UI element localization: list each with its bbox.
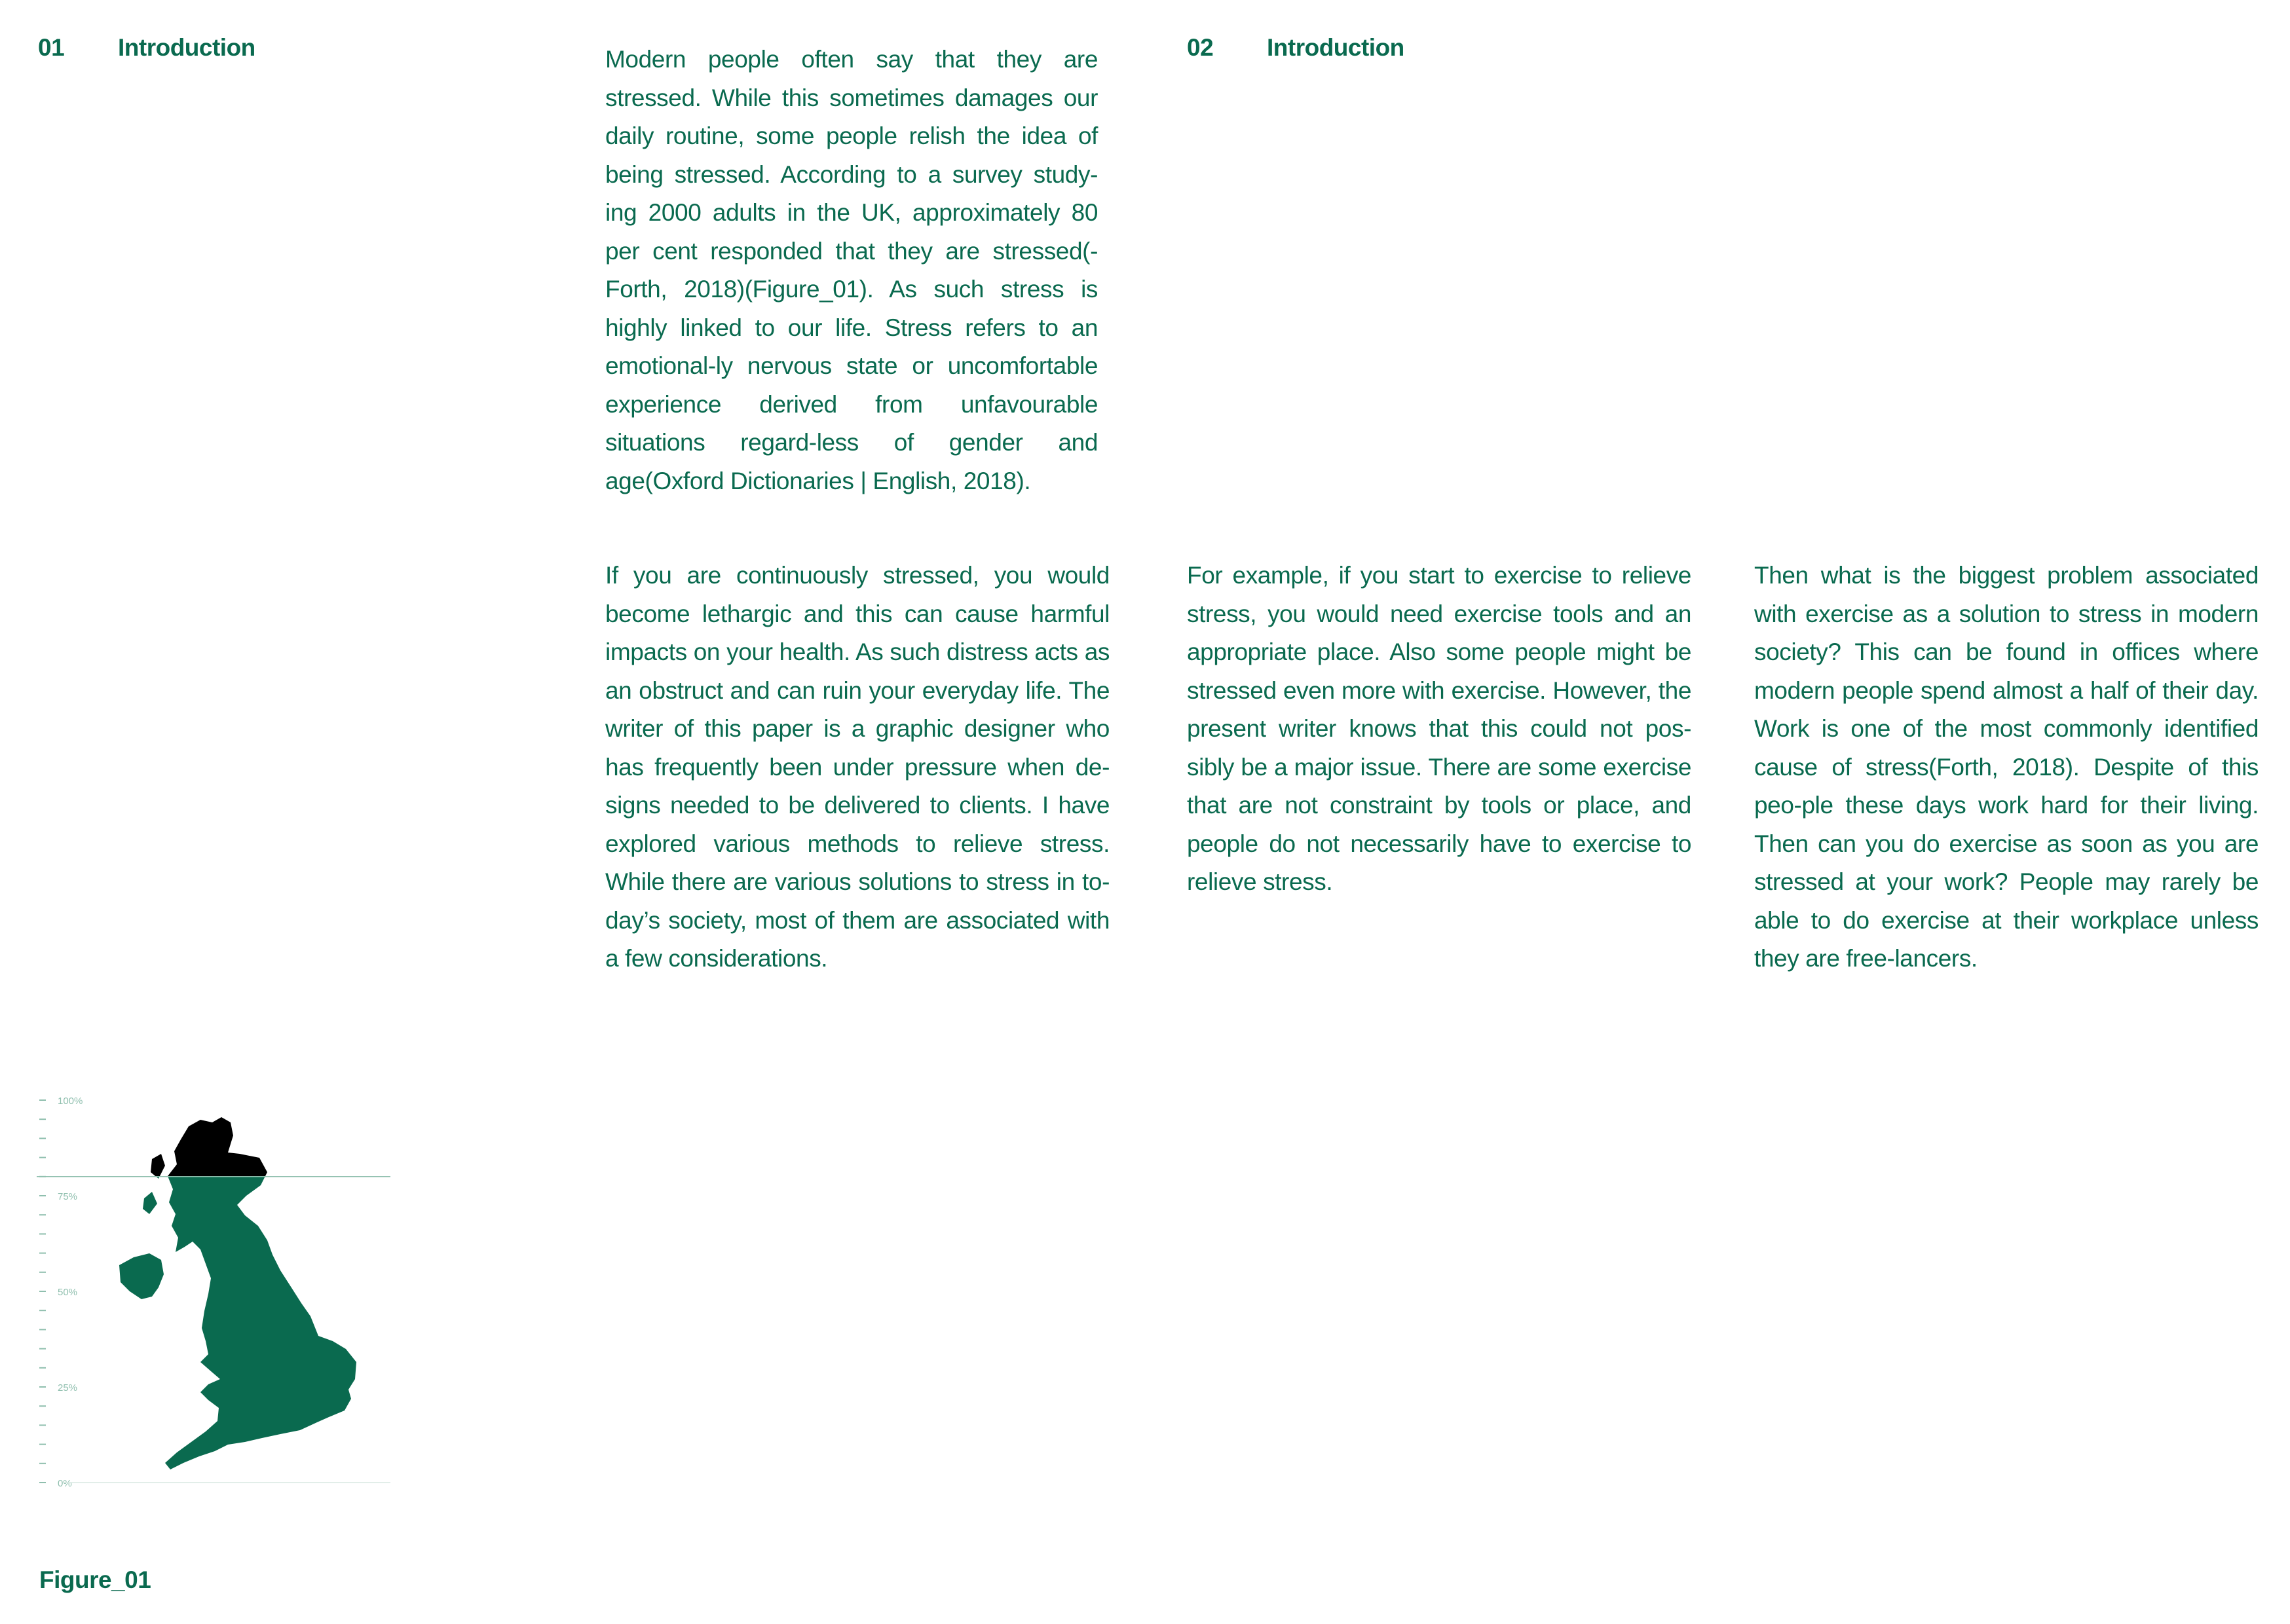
paragraph-distress: If you are continuously stressed, you would become lethargic and this can cause harmful impacts on your health. As such distress acts as an obstruct and can ruin your everyday life. The writer of this paper is a graphic designer who has frequently been under pressure when de-signs needed to be delivered to clients. I have explored various methods to relieve stress. While there are various solutions to stress in to-day’s society, most of them are associated with a few considerations. — [605, 562, 1110, 972]
section-title: Introduction — [1267, 34, 1404, 61]
figure-caption: Figure_01 — [39, 1566, 151, 1593]
axis-tick-label: 75% — [58, 1191, 78, 1202]
axis-ticks — [39, 1100, 46, 1483]
map-remainder-area — [37, 1080, 390, 1177]
paragraph-definition: Modern people often say that they are stressed. While this sometimes damages our daily routine, some people relish the idea of being stressed. According to a survey study-ing 2000 adults in the UK, approximately 80 per cent responded that they are stressed(-Forth, 2018)(Figure_01). As such stress is highly linked to our life. Stress refers to an emotional-ly nervous state or uncomfortable experience derived from unfavourable situations regard-less of gender and age(Oxford Dictionaries | English, 2018). — [605, 46, 1098, 494]
paragraph-workplace: Then what is the biggest problem associated with exercise as a solution to stress in modern society? This can be found in offices where modern people spend almost a half of their day. Work is one of the most commonly identified cause of stress(Forth, 2018). Despite of this peo-ple these days work hard for their living. Then can you do exercise as soon as you are stressed at your work? People may rarely be able to do exercise at their workplace unless they are free-lancers. — [1754, 562, 2259, 972]
section-heading-02 — [1187, 34, 1404, 62]
axis-tick-label: 0% — [58, 1478, 72, 1489]
axis-tick-labels — [58, 1096, 83, 1489]
map-stressed-area — [37, 1177, 390, 1513]
section-title: Introduction — [118, 34, 255, 61]
axis-tick-label: 100% — [58, 1096, 83, 1107]
axis-tick-label: 25% — [58, 1382, 78, 1393]
axis-tick-label: 50% — [58, 1287, 78, 1298]
section-number: 01 — [38, 34, 65, 61]
paragraph-exercise: For example, if you start to exercise to relieve stress, you would need exercise tools and an appropriate place. Also some people might be stressed even more with exercise. However, the present writer knows that this could not pos-sibly be a major issue. There are some exercise that are not constraint by tools or place, and people do not necessarily have to exercise to relieve stress. — [1187, 562, 1691, 895]
section-heading-01 — [38, 34, 255, 62]
section-number: 02 — [1187, 34, 1214, 61]
stress-uk-map-chart — [37, 1080, 390, 1513]
